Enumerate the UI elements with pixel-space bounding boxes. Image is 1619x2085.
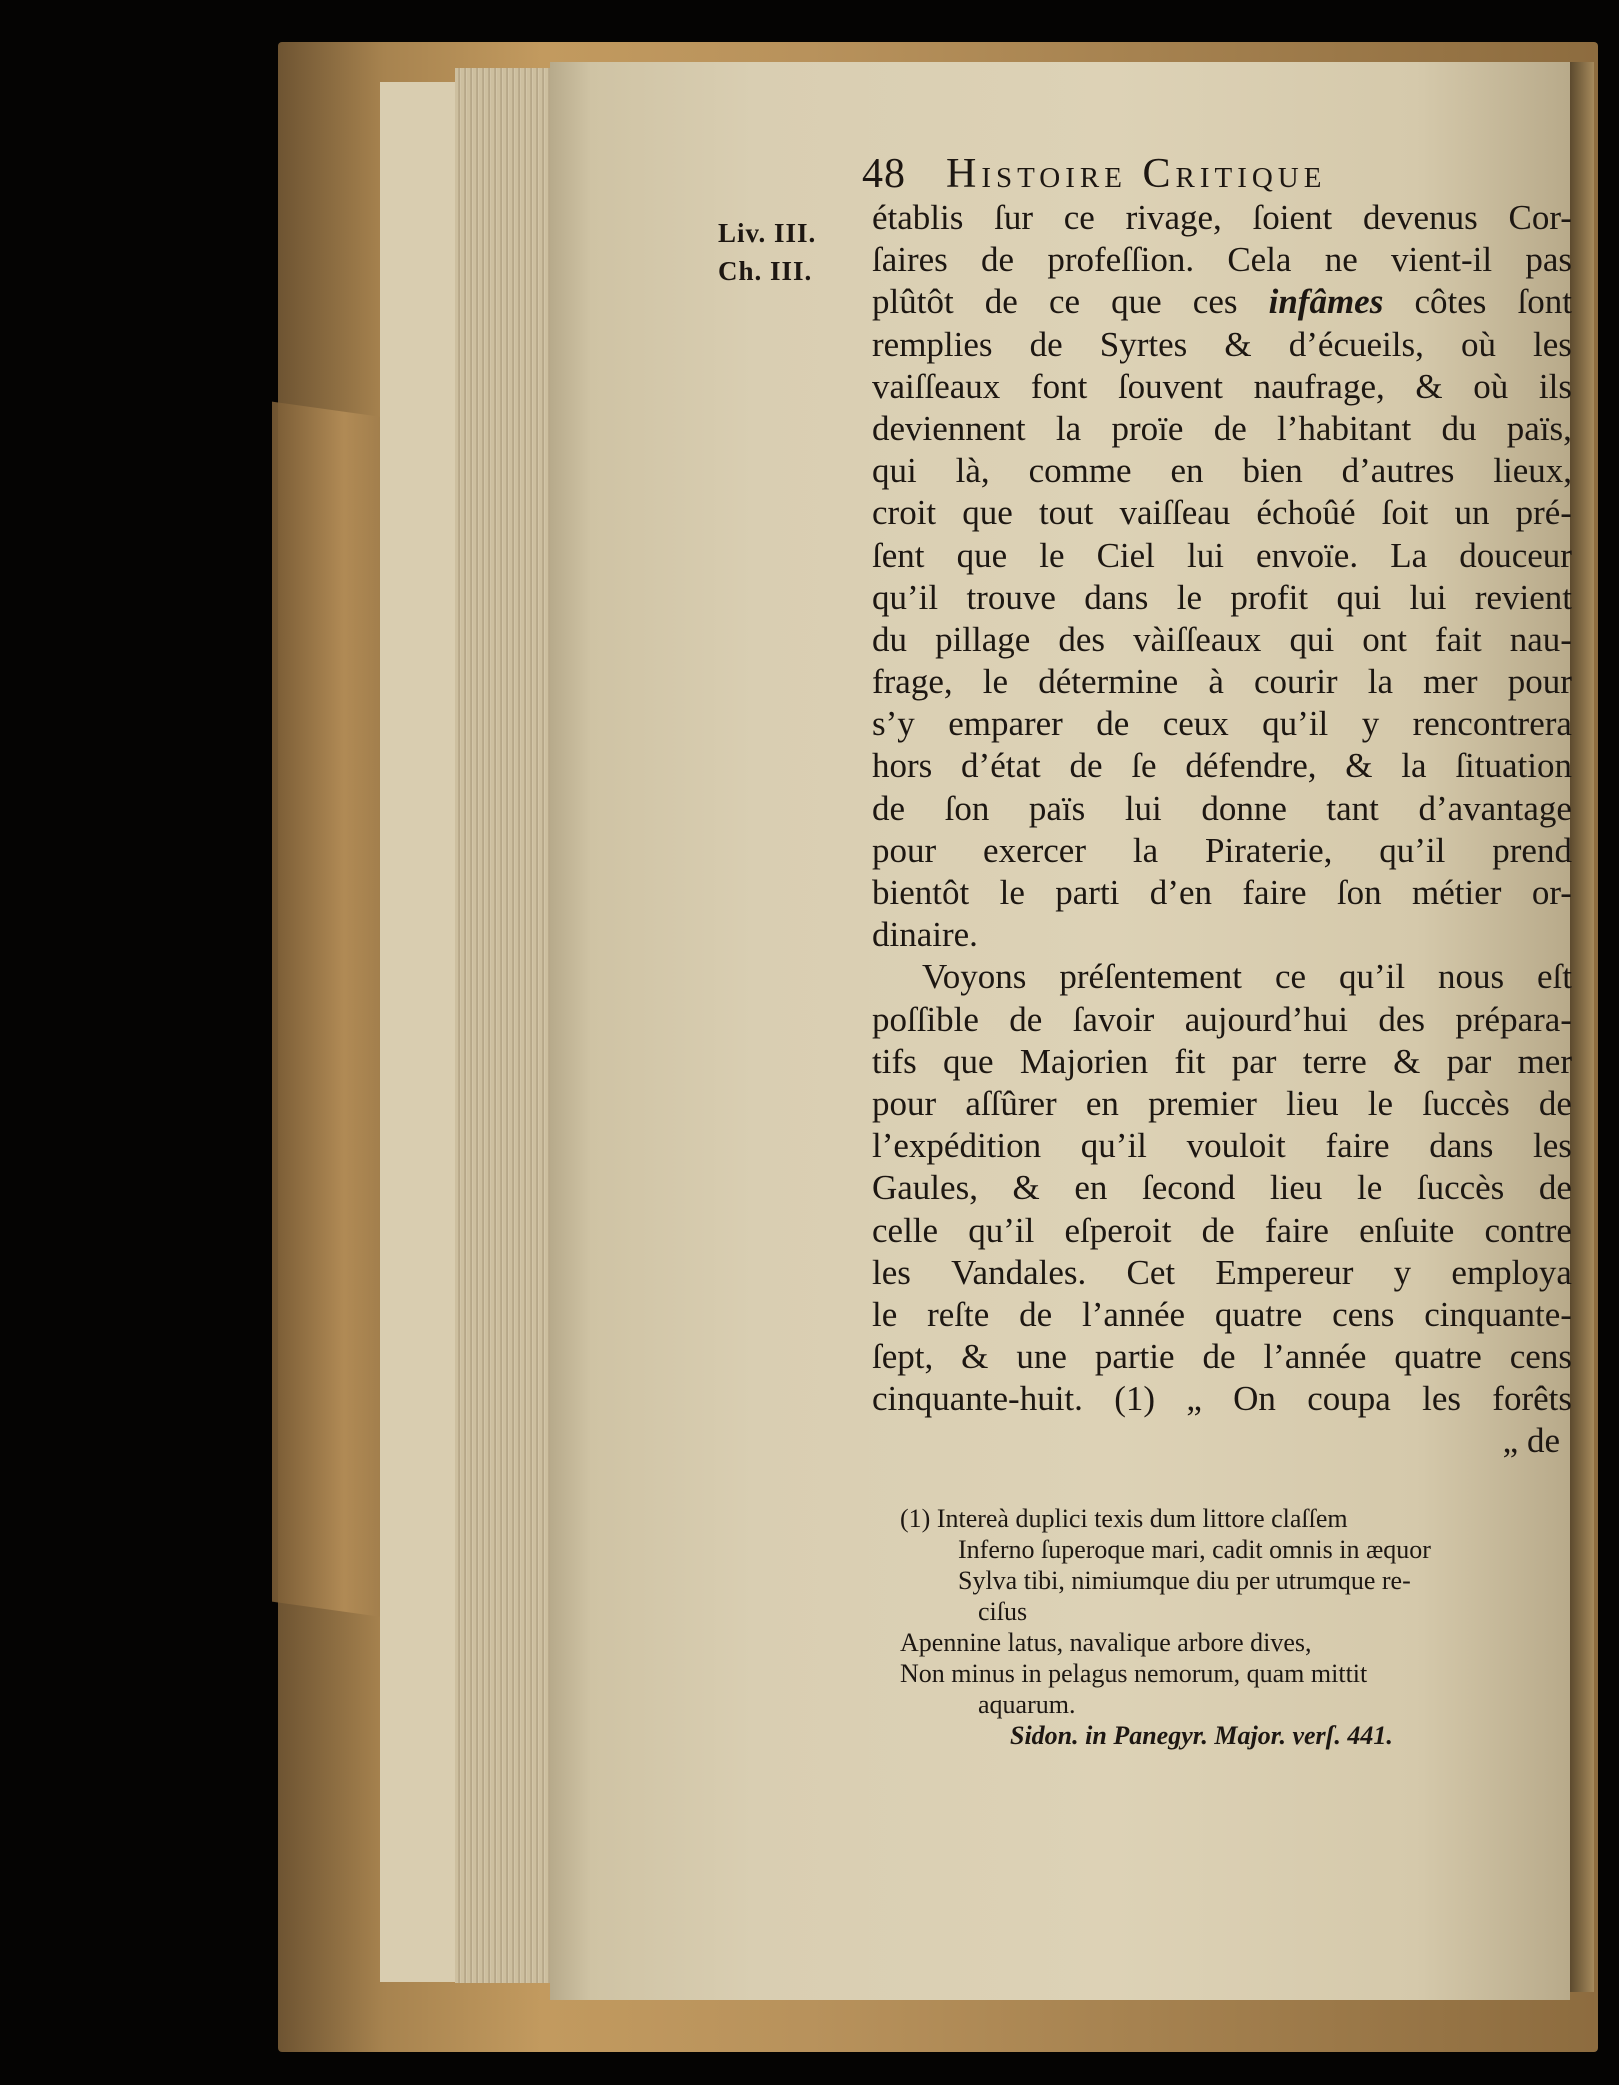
text-line: les Vandales. Cet Empereur y employa [872, 1252, 1572, 1292]
text-line: l’expédition qu’il vouloit faire dans les [872, 1126, 1572, 1166]
page-fore-edge [455, 68, 550, 1983]
text-line: poſſible de ſavoir aujourd’hui des prépara- [872, 999, 1572, 1039]
footnote-citation: Sidon. in Panegyr. Major. verſ. 441. [1010, 1721, 1393, 1750]
text-line: dinaire. [872, 915, 978, 955]
page-number: 48 [862, 151, 906, 197]
text-line: établis ſur ce rivage, ſoient devenus Cor- [872, 198, 1572, 237]
text-line: qui là, comme en bien d’autres lieux, [872, 451, 1572, 491]
text-line: „ de [1502, 1421, 1560, 1461]
text-line: celle qu’il eſperoit de faire enſuite contre [872, 1210, 1572, 1250]
margin-note-book: Liv. III. [718, 218, 817, 248]
footnote-line: ciſus [978, 1597, 1028, 1626]
text-line: vaiſſeaux font ſouvent naufrage, & où ils [872, 366, 1572, 406]
text-line: croit que tout vaiſſeau échoûé ſoit un pré- [872, 493, 1572, 533]
book-cover-flap [272, 402, 392, 1619]
text-line: deviennent la proïe de l’habitant du païs, [872, 408, 1572, 448]
body-text [872, 197, 1572, 1463]
footnote-line: Apennine latus, navalique arbore dives, [900, 1628, 1312, 1657]
text-line: qu’il trouve dans le profit qui lui revient [872, 577, 1572, 617]
text-line: plûtôt de ce que ces infâmes côtes ſont [872, 282, 1572, 322]
text-line: cinquante-huit. (1) „ On coupa les forêts [872, 1379, 1572, 1419]
footnote-line: (1) Intereà duplici texis dum littore claſſem [900, 1504, 1348, 1533]
text-line: ſept, & une partie de l’année quatre cens [872, 1337, 1572, 1377]
text-line: de ſon païs lui donne tant d’avantage [872, 788, 1572, 828]
text-line: frage, le détermine à courir la mer pour [872, 662, 1572, 702]
facing-page-edge [1570, 62, 1594, 1992]
footnote-line: Non minus in pelagus nemorum, quam mittit [900, 1659, 1368, 1688]
text-line: ſaires de profeſſion. Cela ne vient-il pas [872, 240, 1572, 280]
text-line: bientôt le parti d’en faire ſon métier or- [872, 873, 1572, 912]
text-line: pour aſſûrer en premier lieu le ſuccès de [872, 1083, 1572, 1123]
margin-note-chapter: Ch. III. [718, 256, 813, 286]
text-line: Gaules, & en ſecond lieu le ſuccès de [872, 1168, 1572, 1208]
text-line: tifs que Majorien fit par terre & par mer [872, 1041, 1572, 1081]
text-line: s’y emparer de ceux qu’il y rencontrera [872, 704, 1572, 744]
text-line: hors d’état de ſe défendre, & la ſituation [872, 746, 1572, 786]
text-line: remplies de Syrtes & d’écueils, où les [872, 324, 1572, 364]
footnote-line: aquarum. [978, 1690, 1076, 1719]
running-header [862, 150, 1326, 198]
text-line: pour exercer la Piraterie, qu’il prend [872, 830, 1572, 870]
footnote-line: Sylva tibi, nimiumque diu per utrumque re- [958, 1566, 1411, 1595]
footnote [900, 1503, 1560, 1751]
running-title: Histoire Critique [946, 151, 1327, 197]
text-line: du pillage des vàiſſeaux qui ont fait nau- [872, 619, 1572, 659]
text-line: le reſte de l’année quatre cens cinquante- [872, 1294, 1572, 1334]
footnote-line: Inferno ſuperoque mari, cadit omnis in æquor [958, 1535, 1431, 1564]
text-line: ſent que le Ciel lui envoïe. La douceur [872, 535, 1572, 575]
text-line: Voyons préſentement ce qu’il nous eſt [922, 957, 1572, 997]
